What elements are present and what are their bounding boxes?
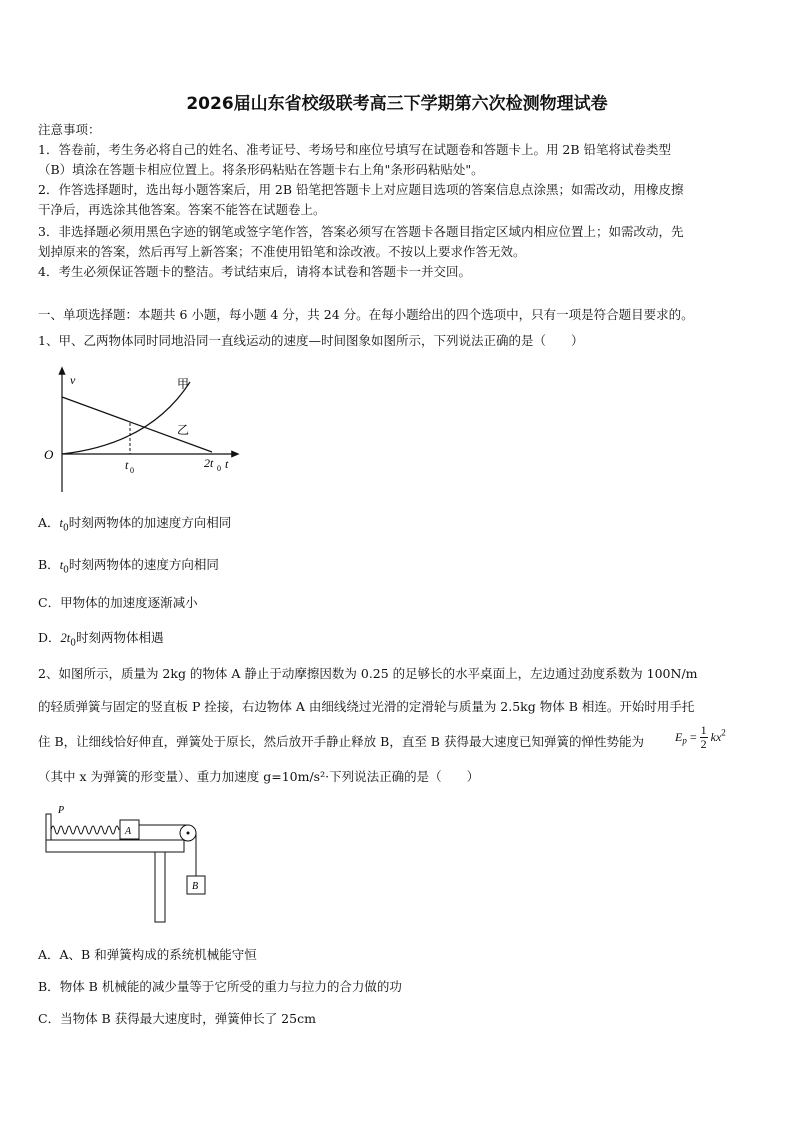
spring [51,826,119,834]
q2-spring-pulley-figure [40,800,210,928]
q1-option-b: B．$t_0$时刻两物体的速度方向相同 [38,557,219,576]
t2-label: 2t [204,456,214,470]
table-leg [155,852,165,922]
plate-p [46,814,51,840]
q2-option-b: B．物体 B 机械能的减少量等于它所受的重力与拉力的合力做的功 [38,979,402,994]
q2-line: （其中 x 为弹簧的形变量）、重力加速度 g=10m/s²·下列说法正确的是（ ） [38,769,480,784]
t0-label: t [125,458,129,472]
a-label: A [125,826,132,837]
notice-line: 1．答卷前，考生务必将自己的姓名、准考证号、考场号和座位号填写在试题卷和答题卡上。用 2B 铅笔将试卷类型 [38,142,672,157]
fraction: $\frac{1}{2}$ [700,723,707,751]
q2-line: 2、如图所示，质量为 2kg 的物体 A 静止于动摩擦因数为 0.25 的足够长的水平桌面上，左边通过劲度系数为 100N/m [38,666,698,681]
notice-line: （B）填涂在答题卡相应位置上。将条形码粘贴在答题卡右上角"条形码粘贴处"。 [38,162,484,177]
t0-sub: 0 [130,466,134,475]
jia-label: 甲 [177,377,190,391]
q2-option-c: C．当物体 B 获得最大速度时，弹簧伸长了 25cm [38,1011,316,1026]
line-yi [62,397,212,452]
pulley-axle [187,832,190,835]
page-title: 2026届山东省校级联考高三下学期第六次检测物理试卷 [186,94,608,114]
notice-line: 4．考生必须保证答题卡的整洁。考试结束后，请将本试卷和答题卡一并交回。 [38,264,471,279]
q2-line: 住 B，让细线恰好伸直，弹簧处于原长，然后放开手静止释放 B，直至 B 获得最大速度已知弹簧的惮性势能为 [38,734,644,749]
t-label: t [225,457,229,471]
v-label: v [70,373,76,387]
notice-line: 3．非选择题必须用黑色字迹的钢笔或签字笔作答，答案必须写在答题卡各题目指定区域内相应位置上；如需改动，先 [38,224,684,239]
spring-energy-formula: $E_p$ = $\frac{1}{2}$ $kx^2$ [675,723,726,751]
notice-line: 干净后，再选涂其他答案。答案不能答在试题卷上。 [38,202,326,217]
t2-sub: 0 [217,464,221,473]
section-heading: 一、单项选择题：本题共 6 小题，每小题 4 分，共 24 分。在每小题给出的四个选项中，只有一项是符合题目要求的。 [38,307,694,322]
p-label: P [58,805,65,816]
q2-option-a: A．A、B 和弹簧构成的系统机械能守恒 [38,947,257,962]
yi-label: 乙 [177,423,190,437]
origin-label: O [44,447,54,462]
q1-option-d: D．$2t_0$时刻两物体相遇 [38,630,164,649]
notice-line: 2．作答选择题时，选出每小题答案后，用 2B 铅笔把答题卡上对应题目选项的答案信息点涂黑；如需改动，用橡皮擦 [38,182,684,197]
q2-line: 的轻质弹簧与固定的竖直板 P 拴接，右边物体 A 由细线绕过光滑的定滑轮与质量为 2.5kg 物体 B 相连。开始时用手托 [38,699,695,714]
q1-option-c: C．甲物体的加速度逐渐减小 [38,595,198,610]
table-top [46,840,184,852]
q1-option-a: A．$t_0$时刻两物体的加速度方向相同 [38,515,232,534]
curve-jia [62,382,190,454]
q1-stem: 1、甲、乙两物体同时同地沿同一直线运动的速度—时间图象如图所示，下列说法正确的是（ ） [38,333,584,348]
notice-heading: 注意事项： [38,122,101,137]
b-label: B [192,881,199,892]
notice-line: 划掉原来的答案，然后再写上新答案；不准使用铅笔和涂改液。不按以上要求作答无效。 [38,244,526,259]
q1-vt-graph [40,362,250,494]
